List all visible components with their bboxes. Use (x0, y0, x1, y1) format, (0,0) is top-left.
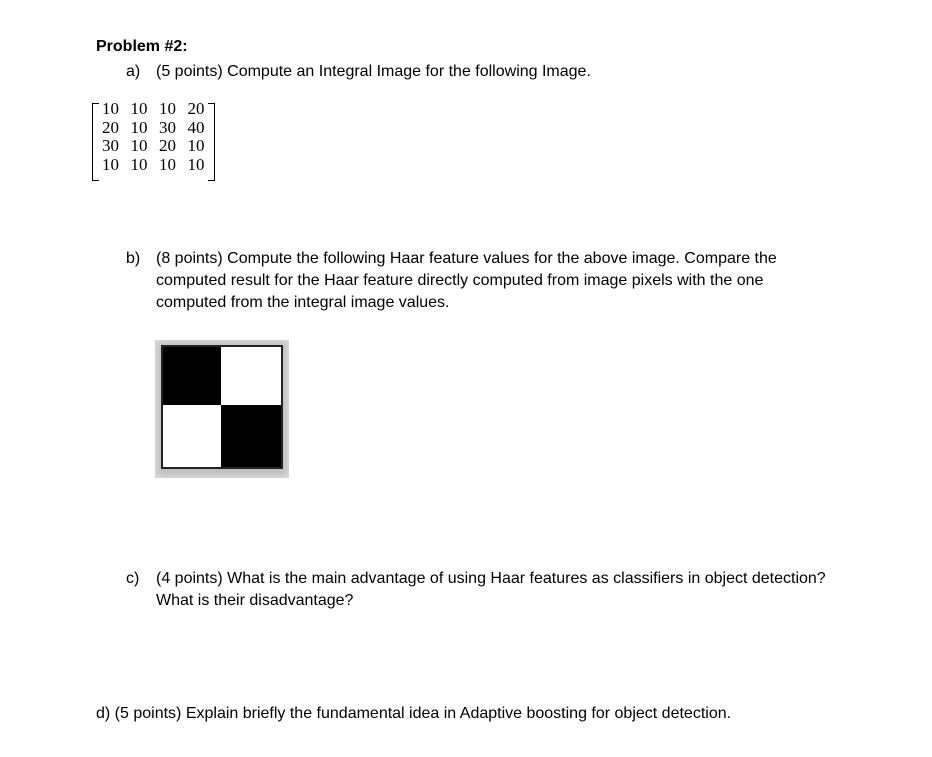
matrix-cell: 10 (159, 99, 176, 118)
matrix-cell: 10 (130, 117, 148, 137)
matrix-cell: 10 (130, 154, 148, 174)
part-a-question (126, 61, 591, 83)
matrix-cell: 10 (102, 154, 119, 174)
matrix-left-bracket (92, 103, 99, 181)
part-d-question: d) (5 points) Explain briefly the fundamental idea in Adaptive boosting for object detection. (96, 705, 732, 722)
matrix-cell: 30 (159, 117, 176, 137)
haar-feature-image (155, 340, 289, 478)
matrix-cell: 10 (130, 99, 148, 118)
part-a-label: a) (126, 63, 141, 80)
part-a-text: (5 points) Compute an Integral Image for the following Image. (156, 63, 591, 80)
matrix-cell: 10 (159, 154, 176, 174)
part-c-question (126, 568, 906, 612)
matrix-right-bracket (208, 103, 215, 181)
matrix-cell: 10 (130, 136, 148, 155)
part-b-question (126, 248, 886, 314)
matrix-cell: 20 (187, 99, 205, 118)
matrix-cell: 30 (102, 136, 119, 155)
matrix-row-1 (102, 100, 216, 119)
matrix-row-4 (102, 156, 216, 175)
matrix-row-2 (102, 119, 216, 138)
part-b-text-line: computed result for the Haar feature directly computed from image pixels with the one (156, 272, 764, 289)
problem-title: Problem #2: (96, 38, 188, 55)
matrix-cell: 10 (187, 136, 205, 155)
matrix-row-3 (102, 137, 216, 156)
haar-quadrant-black (221, 405, 281, 467)
matrix-cell: 20 (102, 117, 119, 137)
matrix-cell: 20 (159, 136, 176, 155)
haar-quadrant-white (221, 347, 281, 405)
matrix-cell: 10 (102, 99, 119, 118)
part-b-text-line: computed from the integral image values. (156, 294, 450, 311)
matrix-rows (102, 100, 216, 174)
part-c-label: c) (126, 570, 140, 587)
haar-feature-grid (161, 345, 283, 469)
haar-quadrant-black (163, 347, 221, 405)
matrix-cell: 10 (187, 154, 205, 174)
matrix-cell: 40 (187, 117, 205, 137)
part-b-text-line: (8 points) Compute the following Haar feature values for the above image. Compare the (156, 250, 777, 267)
part-b-line-1 (126, 248, 886, 270)
haar-quadrant-white (163, 405, 221, 467)
part-c-line-1 (126, 568, 906, 590)
part-c-text-line: (4 points) What is the main advantage of using Haar features as classifiers in object detection? (156, 570, 826, 587)
part-b-label: b) (126, 250, 141, 267)
part-c-text-line: What is their disadvantage? (156, 592, 354, 609)
